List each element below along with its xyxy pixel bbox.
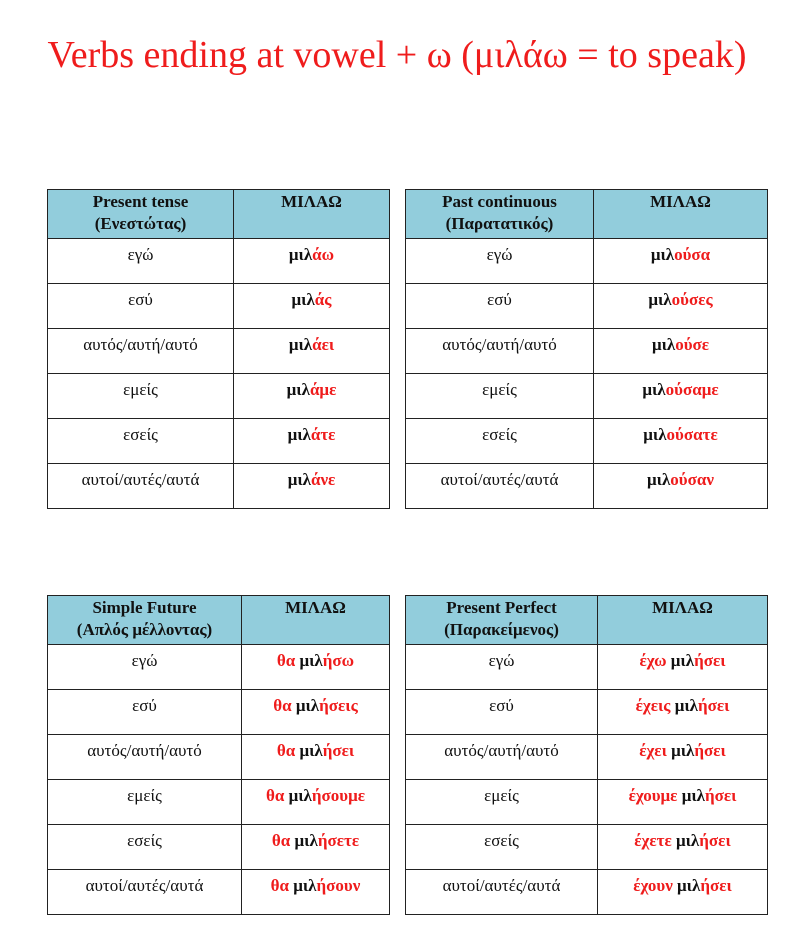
verb-ending: ούσατε [666,425,718,444]
verb-form-cell [594,284,768,329]
verb-stem: μιλ [299,651,323,670]
verb-form-cell [242,690,390,735]
verb-ending: ούσαν [670,470,714,489]
pronoun-cell: εγώ [406,239,594,284]
verb-ending: έχουν [633,876,678,895]
pronoun-cell: εμείς [406,780,598,825]
verb-form-cell [242,735,390,780]
verb-ending: ήσω [322,651,355,670]
simple-future-table [47,595,390,915]
verb-stem: μιλ [287,425,311,444]
verb-ending: θα [276,741,300,760]
table-row [48,284,390,329]
tense-name: Simple Future [92,598,197,617]
pronoun-cell: εμείς [406,374,594,419]
verb-header: ΜΙΛΑΩ [242,596,390,645]
table-row [48,645,390,690]
table-row [406,690,768,735]
verb-ending: θα [271,831,295,850]
verb-stem: μιλ [287,470,311,489]
verb-ending: ήσουν [316,876,361,895]
pronoun-cell: εμείς [48,374,234,419]
table-header-row [406,596,768,645]
verb-stem: μιλ [650,245,675,264]
verb-stem: μιλ [671,741,695,760]
verb-ending: ούσαμε [665,380,719,399]
verb-form-cell [594,239,768,284]
tense-greek-name: (Παρατατικός) [445,214,554,233]
verb-stem: μιλ [299,741,323,760]
table-row [406,870,768,915]
verb-form-cell [234,464,390,509]
verb-ending: ήσει [700,876,732,895]
verb-stem: μιλ [647,470,671,489]
verb-ending: ήσει [694,741,726,760]
tense-greek-name: (Ενεστώτας) [94,214,187,233]
verb-ending: έχω [639,651,671,670]
verb-form-cell [594,464,768,509]
table-row [406,419,768,464]
tense-greek-name: (Απλός μέλλοντας) [76,620,213,639]
pronoun-cell: αυτοί/αυτές/αυτά [48,464,234,509]
verb-ending: άει [312,335,335,354]
pronoun-cell: εσείς [406,419,594,464]
verb-form-cell [598,735,768,780]
verb-ending: θα [270,876,294,895]
table-row [48,464,390,509]
tense-header [406,190,594,239]
pronoun-cell: εγώ [406,645,598,690]
verb-ending: ούσε [675,335,710,354]
verb-ending: ήσει [697,696,730,715]
pronoun-cell: αυτός/αυτή/αυτό [406,329,594,374]
table-row [48,780,390,825]
verb-stem: μιλ [293,876,317,895]
verb-stem: μιλ [288,245,313,264]
verb-form-cell [242,870,390,915]
verb-stem: μιλ [295,696,320,715]
pronoun-cell: αυτοί/αυτές/αυτά [406,870,598,915]
present-perfect-table [405,595,768,915]
verb-stem: μιλ [643,425,667,444]
verb-form-cell [242,645,390,690]
pronoun-cell: εσύ [48,690,242,735]
table-row [406,464,768,509]
verb-ending: άς [314,290,332,309]
pronoun-cell: εσύ [406,284,594,329]
verb-form-cell [598,645,768,690]
table-row [48,374,390,419]
verb-ending: ήσει [699,831,731,850]
verb-ending: άμε [309,380,337,399]
table-header-row [48,190,390,239]
table-row [406,329,768,374]
pronoun-cell: αυτοί/αυτές/αυτά [48,870,242,915]
table-row [406,374,768,419]
verb-form-cell [598,690,768,735]
pronoun-cell: εσείς [406,825,598,870]
pronoun-cell: εμείς [48,780,242,825]
verb-ending: θα [273,696,296,715]
table-row [48,825,390,870]
pronoun-cell: αυτοί/αυτές/αυτά [406,464,594,509]
pronoun-cell: αυτός/αυτή/αυτό [406,735,598,780]
verb-ending: έχετε [634,831,677,850]
pronoun-cell: εγώ [48,239,234,284]
verb-ending: ήσουμε [311,786,365,805]
verb-stem: μιλ [670,651,695,670]
verb-ending: άτε [310,425,336,444]
verb-form-cell [594,329,768,374]
verb-ending: ήσετε [317,831,360,850]
pronoun-cell: αυτός/αυτή/αυτό [48,329,234,374]
table-row [406,780,768,825]
present-tense-table [47,189,390,509]
past-continuous-table [405,189,768,509]
verb-header: ΜΙΛΑΩ [234,190,390,239]
verb-ending: άω [312,245,335,264]
verb-stem: μιλ [286,380,310,399]
table-row [406,284,768,329]
verb-ending: ήσει [694,651,726,670]
pronoun-cell: αυτός/αυτή/αυτό [48,735,242,780]
table-row [406,735,768,780]
verb-form-cell [234,329,390,374]
tense-header [48,190,234,239]
verb-form-cell [598,870,768,915]
pronoun-cell: εσύ [406,690,598,735]
table-row [48,735,390,780]
tense-greek-name: (Παρακείμενος) [444,620,559,639]
verb-form-cell [598,780,768,825]
verb-form-cell [594,419,768,464]
verb-ending: θα [276,651,300,670]
tense-header [48,596,242,645]
tense-name: Present tense [92,192,189,211]
verb-ending: ούσα [674,245,711,264]
tense-name: Present Perfect [446,598,557,617]
verb-ending: ούσες [671,290,713,309]
verb-stem: μιλ [648,290,672,309]
verb-stem: μιλ [681,786,705,805]
table-row [48,239,390,284]
verb-stem: μιλ [642,380,666,399]
verb-ending: ήσεις [319,696,358,715]
table-row [48,690,390,735]
verb-ending: έχεις [635,696,675,715]
verb-ending: ήσει [704,786,737,805]
verb-stem: μιλ [294,831,318,850]
verb-form-cell [234,419,390,464]
verb-form-cell [234,239,390,284]
table-row [406,239,768,284]
pronoun-cell: εσείς [48,419,234,464]
table-header-row [406,190,768,239]
verb-stem: μιλ [674,696,698,715]
table-row [406,825,768,870]
verb-form-cell [234,284,390,329]
tense-name: Past continuous [442,192,557,211]
pronoun-cell: εσείς [48,825,242,870]
page-title: Verbs ending at vowel + ω (μιλάω = to speak) [47,34,747,76]
verb-stem: μιλ [288,786,312,805]
pronoun-cell: εγώ [48,645,242,690]
table-row [48,329,390,374]
table-row [48,870,390,915]
verb-stem: μιλ [676,831,700,850]
verb-stem: μιλ [291,290,315,309]
tense-header [406,596,598,645]
verb-form-cell [234,374,390,419]
verb-form-cell [242,780,390,825]
verb-stem: μιλ [651,335,676,354]
table-row [48,419,390,464]
verb-header: ΜΙΛΑΩ [598,596,768,645]
verb-header: ΜΙΛΑΩ [594,190,768,239]
verb-ending: έχουμε [628,786,682,805]
verb-stem: μιλ [288,335,313,354]
pronoun-cell: εσύ [48,284,234,329]
verb-form-cell [598,825,768,870]
table-row [406,645,768,690]
verb-ending: θα [265,786,289,805]
table-header-row [48,596,390,645]
verb-form-cell [242,825,390,870]
verb-ending: άνε [310,470,336,489]
verb-ending: έχει [639,741,672,760]
verb-stem: μιλ [677,876,701,895]
verb-form-cell [594,374,768,419]
verb-ending: ήσει [322,741,355,760]
